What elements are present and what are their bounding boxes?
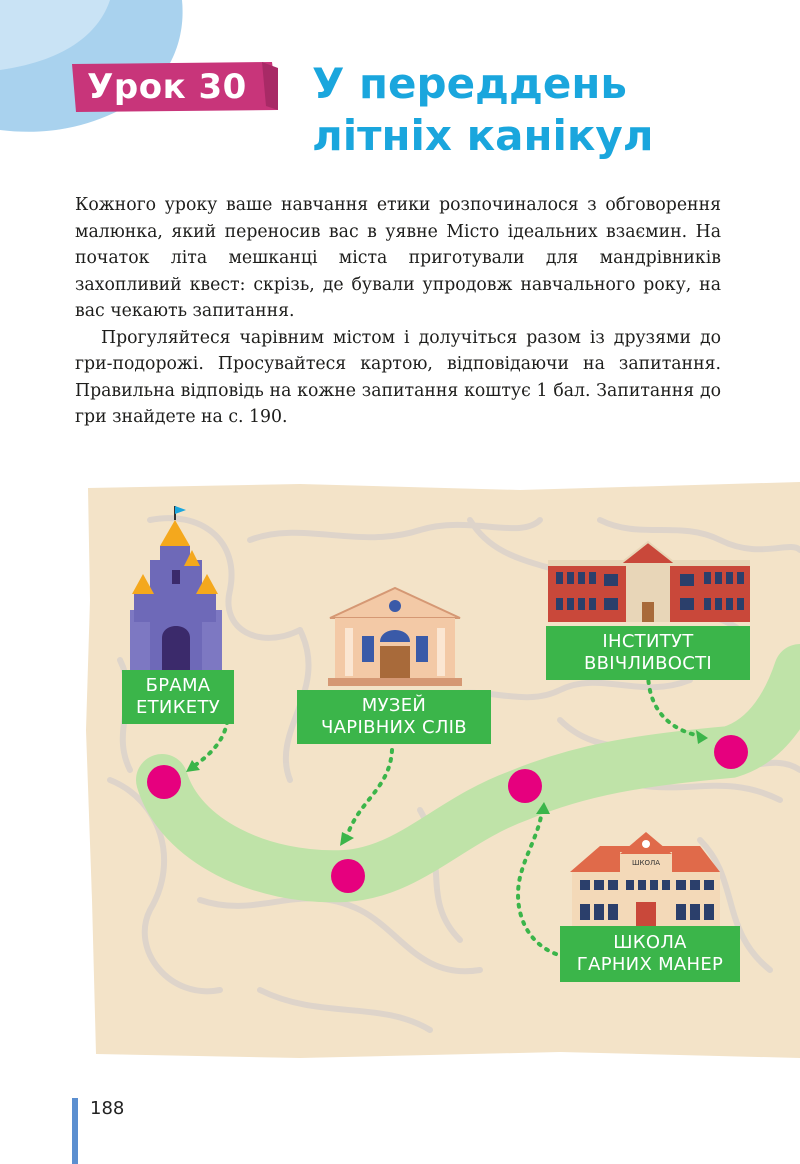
stop-label-line: ЧАРІВНИХ СЛІВ bbox=[321, 717, 467, 738]
stop-label-school bbox=[560, 926, 740, 982]
intro-text bbox=[75, 192, 721, 431]
stop-dot-1 bbox=[147, 765, 181, 799]
page-number-bar bbox=[72, 1098, 78, 1164]
stop-label-line: ГАРНИХ МАНЕР bbox=[576, 954, 724, 975]
stop-dot-4 bbox=[714, 735, 748, 769]
lesson-label: Урок 30 bbox=[87, 67, 247, 107]
stop-label-gate bbox=[122, 670, 234, 724]
paragraph-2: Прогуляйтеся чарівним містом і долучіться разом із друзями до гри-подорожі. Просувайтеся картою, відповідаючи на запитання. Правильна відповідь на кожне запитання коштує 1 бал. Запитання до гри знайдете на с. 190. bbox=[75, 327, 721, 427]
page-number: 188 bbox=[90, 1098, 125, 1119]
stop-label-line: ШКОЛА bbox=[613, 932, 687, 953]
stop-label-line: БРАМА bbox=[145, 675, 211, 696]
stop-label-line: ЕТИКЕТУ bbox=[135, 697, 221, 718]
stop-dot-2 bbox=[331, 859, 365, 893]
title-line-1: У переддень bbox=[312, 59, 627, 108]
page-title bbox=[312, 58, 782, 162]
stop-label-line: МУЗЕЙ bbox=[361, 695, 427, 716]
paragraph-1: Кожного уроку ваше навчання етики розпочиналося з обговорення малюнка, який переносив вас в уявне Місто ідеальних взаємин. На початок літа мешканці міста приготували для мандрівників захопливий квест: скрізь, де бували упродовж навчального року, на вас чекають запитання. bbox=[75, 195, 721, 321]
lesson-badge bbox=[72, 62, 278, 112]
stop-label-line: ІНСТИТУТ bbox=[602, 631, 694, 652]
stop-label-museum bbox=[297, 690, 491, 744]
stop-dot-3 bbox=[508, 769, 542, 803]
stop-label-institute bbox=[546, 626, 750, 680]
school-sign: ШКОЛА bbox=[631, 859, 661, 867]
stop-label-line: ВВІЧЛИВОСТІ bbox=[583, 653, 713, 674]
title-line-2: літніх канікул bbox=[312, 111, 654, 160]
